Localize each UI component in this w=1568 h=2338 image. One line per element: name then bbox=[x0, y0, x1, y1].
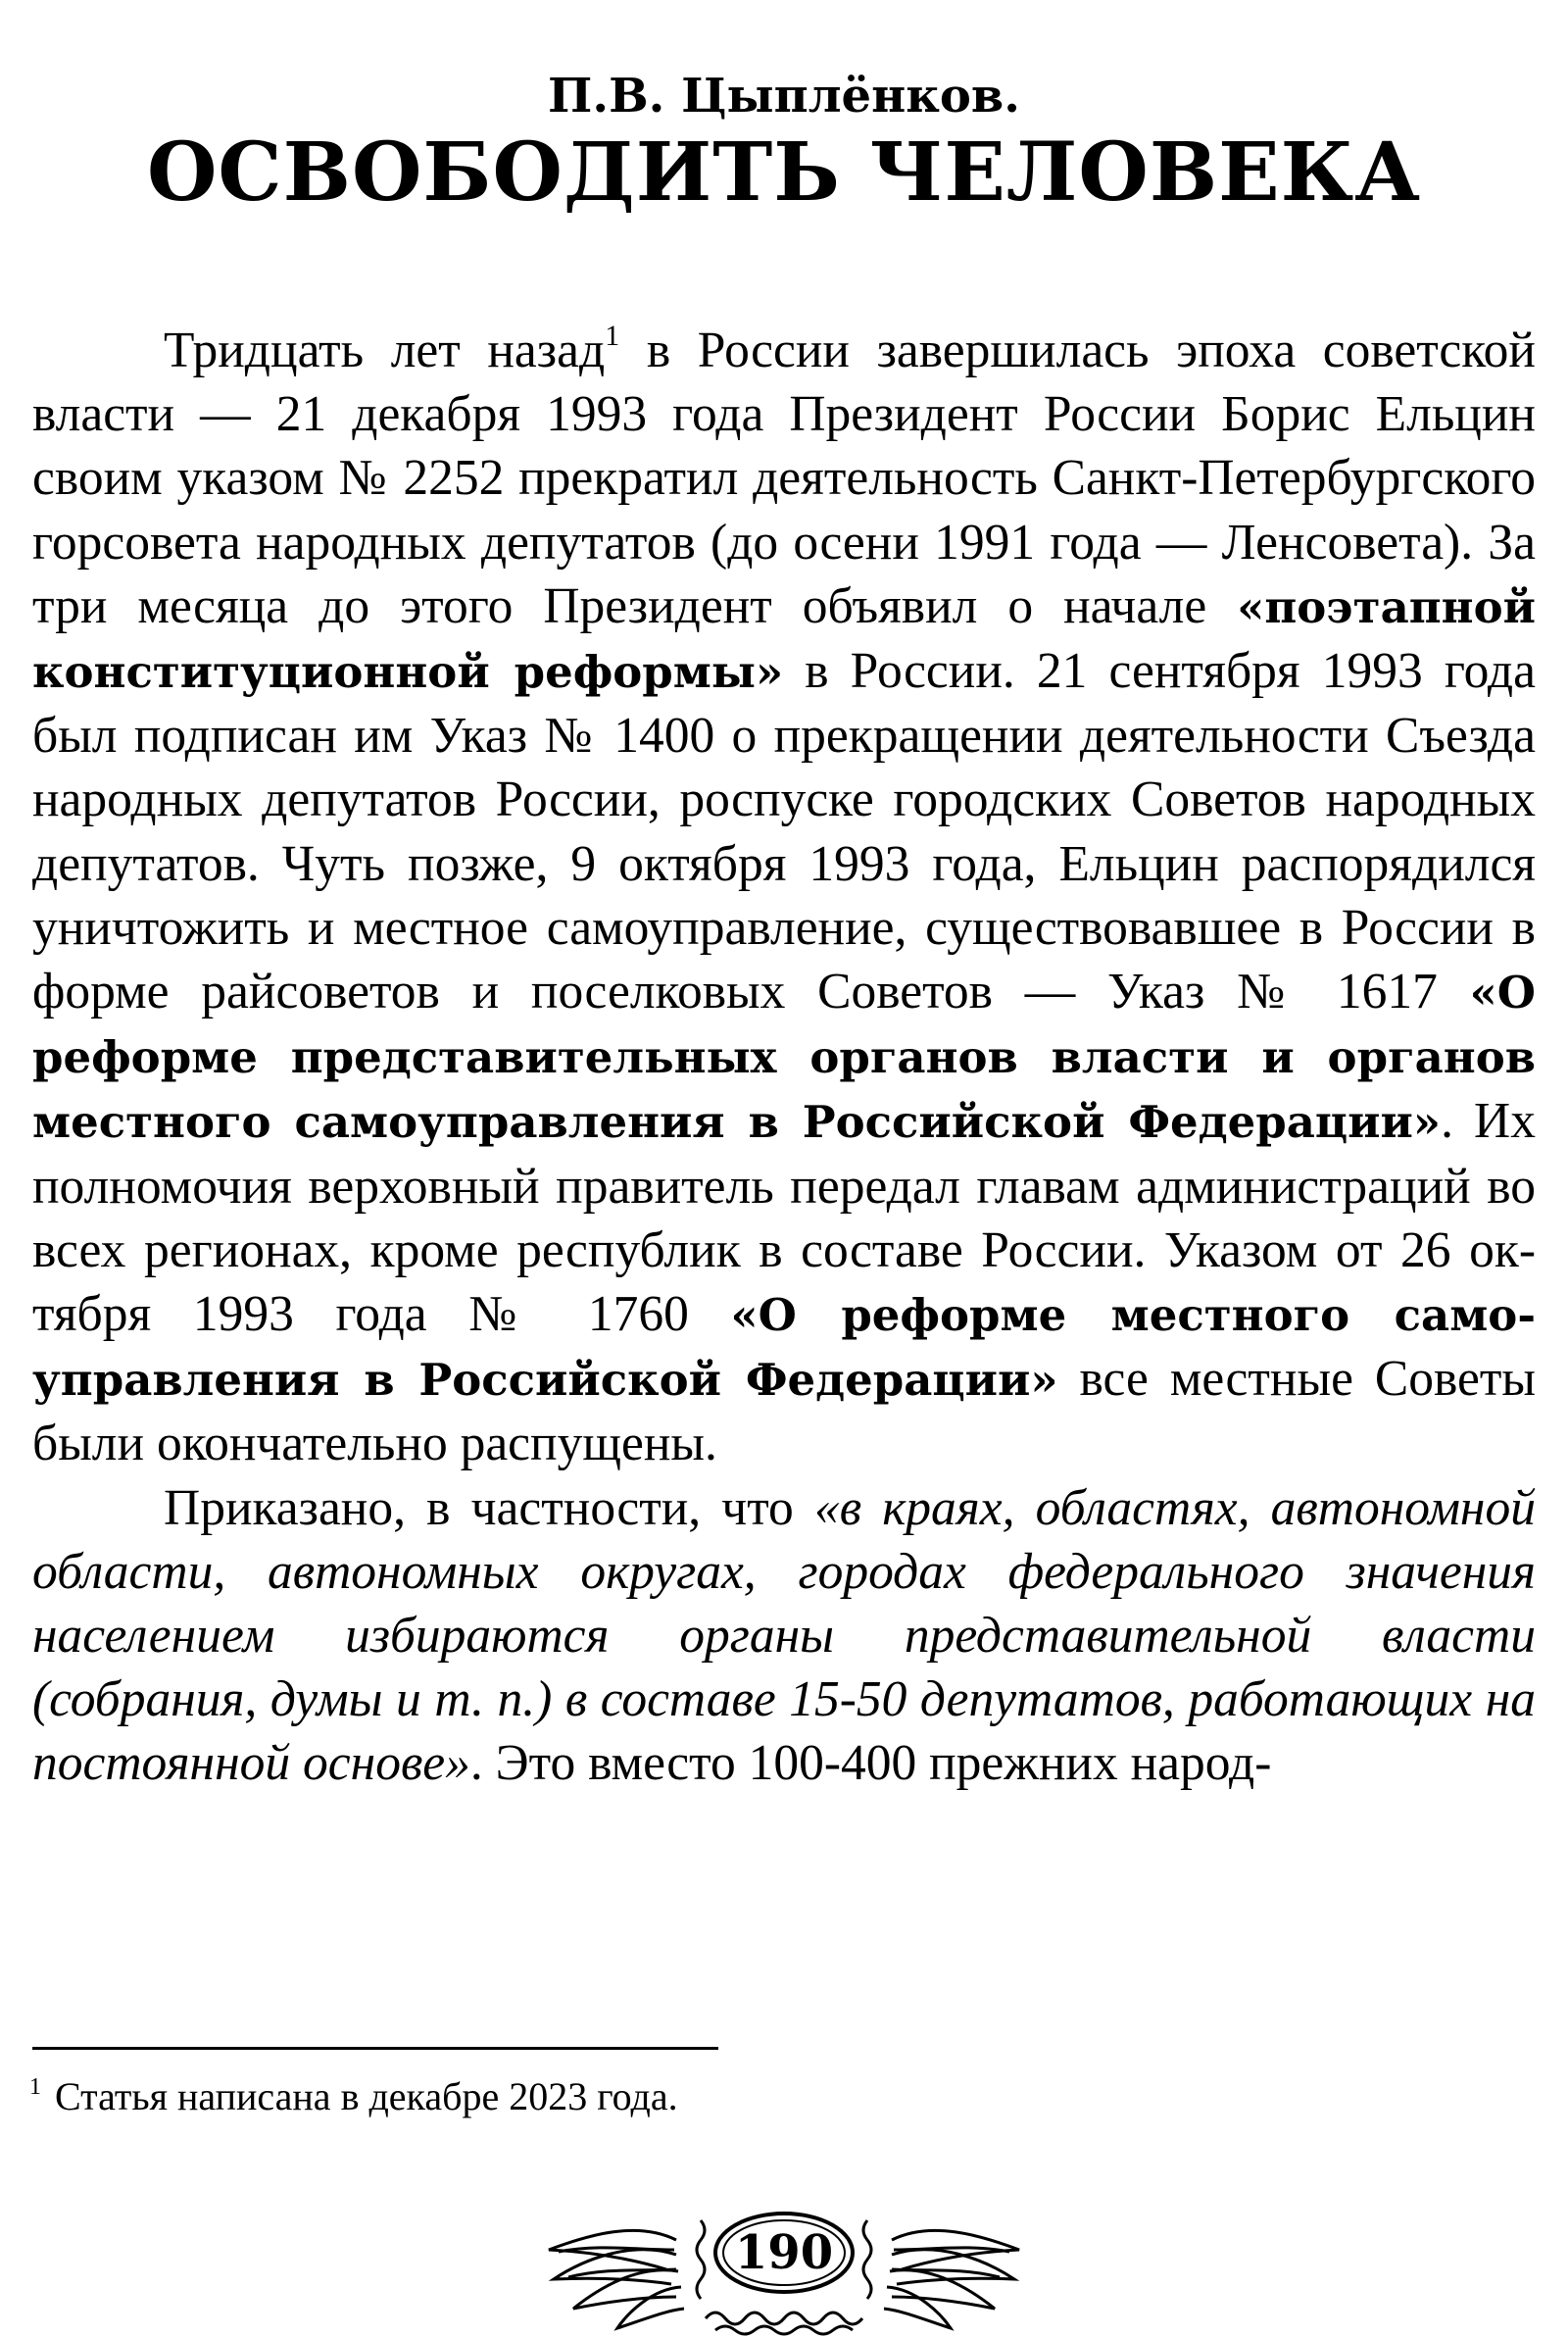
text-span: в России завершилась эпоха советской власти — 21 декабря 1993 года Президент России Борис Ельцин своим указом № 2252 прекратил деятельность Санкт-Петербургского горсовета народных депутатов (до осени 1991 года — Ленсовета). За три месяца до этого Президент объявил о начале bbox=[32, 323, 1536, 634]
text-span: Приказано, в частности, что bbox=[164, 1479, 814, 1536]
footnote-text: Статья написана в декабре 2023 года. bbox=[55, 2074, 678, 2118]
bold-quote: «О реформе представительных органов власти и органов местного самоуправления в Российской Федерации» bbox=[32, 967, 1536, 1149]
footnote-reference[interactable]: 1 bbox=[605, 320, 620, 352]
text-span: . Это вместо 100-400 прежних народ- bbox=[469, 1735, 1272, 1792]
text-span: Тридцать лет назад bbox=[164, 323, 606, 378]
author-name: П.В. Цыплёнков. bbox=[548, 69, 1020, 124]
footnote-divider bbox=[32, 2047, 718, 2050]
paragraph-1 bbox=[32, 319, 1536, 1476]
text-span: в России. 21 сентября 1993 года был подписан им Указ № 1400 о прекращении деятельности Съезда народных депутатов России, роспуске городских Советов народных депутатов. Чуть позже, 9 октября 1993 года, Ельцин распорядился уничтожить и местное самоуправление, существовавшее в России в форме райсоветов и поселковых Советов — Указ № 1617 bbox=[32, 643, 1536, 1020]
text-span: . Их полномочия верховный правитель передал главам администраций во всех регионах, кроме республик в составе России. Указом от 26 октября 1993 года № 1760 bbox=[32, 1093, 1536, 1343]
bold-quote: «поэтапной конституционной реформы» bbox=[32, 580, 1536, 699]
article-body bbox=[32, 319, 1536, 1796]
paragraph-2 bbox=[32, 1476, 1536, 1796]
text-span: все местные Советы были окончательно распущены. bbox=[32, 1351, 1537, 1472]
italic-quote: «в краях, областях, автономной области, автономных округах, городах федерального значения населением избираются органы представительной власти (собрания, думы и т. п.) в составе 15-50 депутатов, работающих на постоянной основе» bbox=[32, 1479, 1536, 1792]
page-number: 190 bbox=[734, 2225, 834, 2280]
footnote bbox=[29, 2073, 678, 2119]
article-title: ОСВОБОДИТЬ ЧЕЛОВЕКА bbox=[146, 125, 1422, 220]
bold-quote: «О реформе местного самоуправления в Российской Федерации» bbox=[32, 1289, 1536, 1407]
footnote-number: 1 bbox=[29, 2074, 41, 2100]
